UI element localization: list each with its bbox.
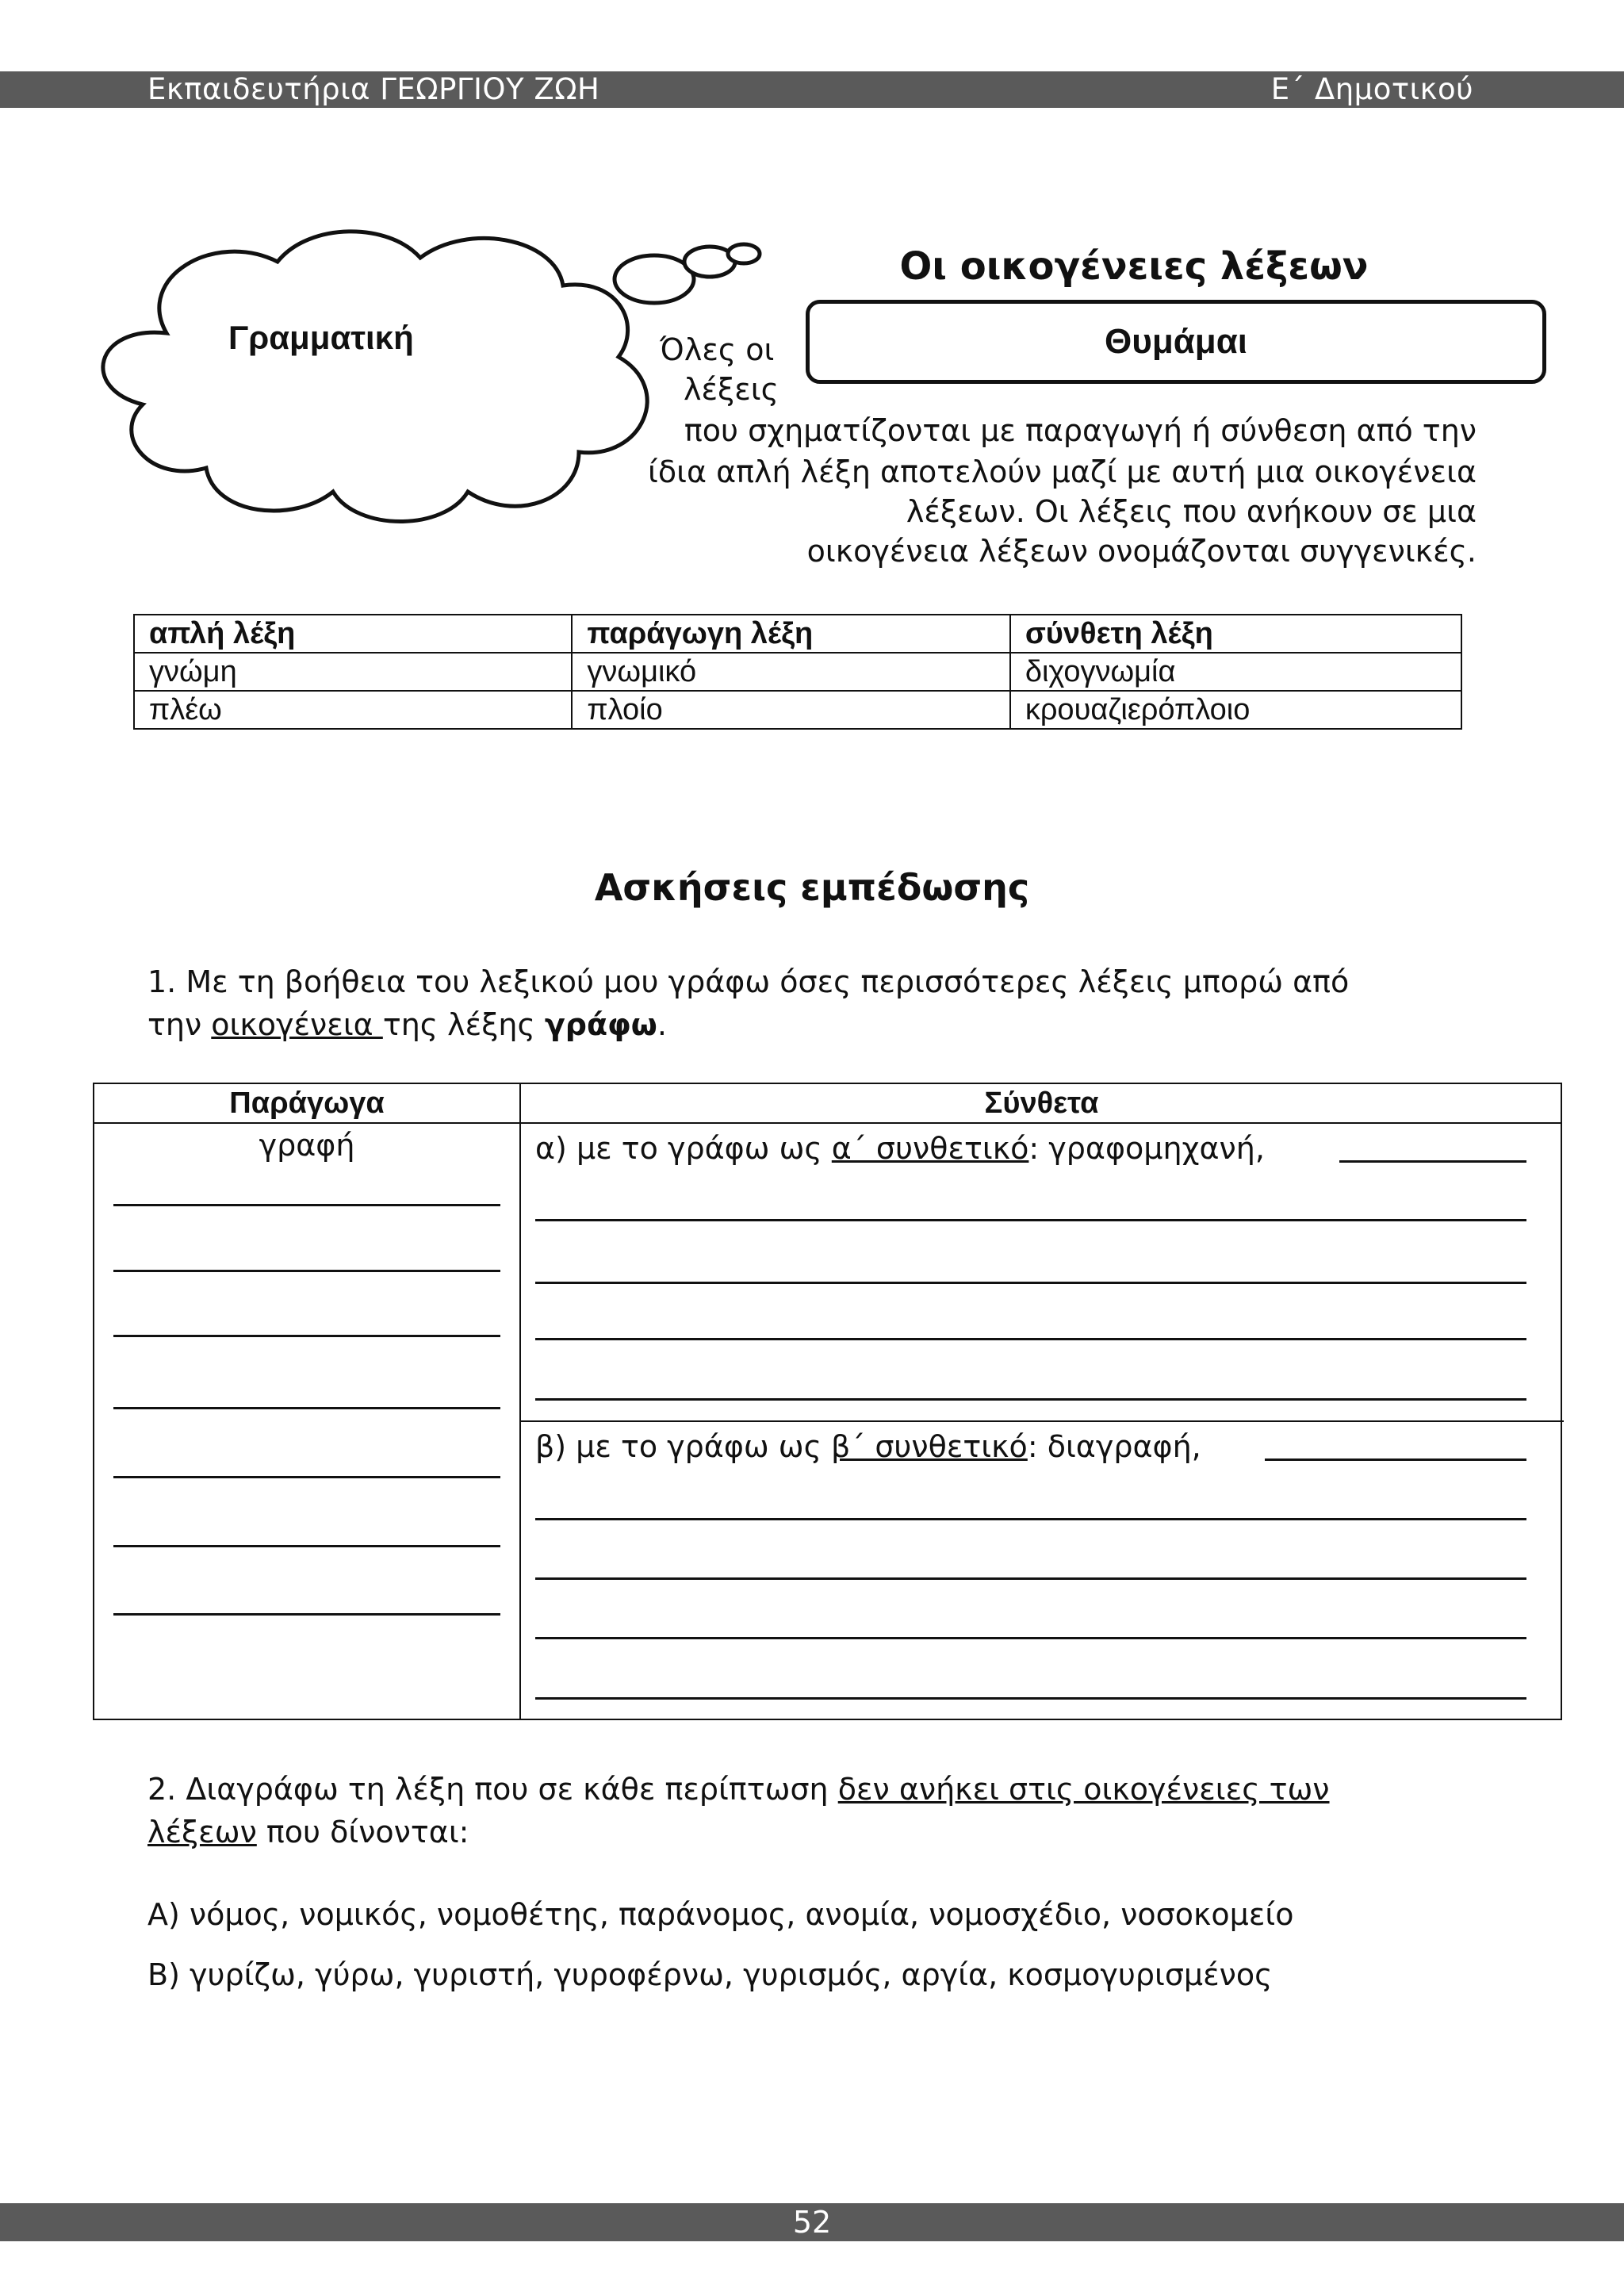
compound-b-text: : διαγραφή,	[1027, 1429, 1201, 1464]
table-cell: πλέω	[134, 691, 572, 729]
answer-blank[interactable]	[1339, 1160, 1526, 1163]
page-number: 52	[792, 2205, 832, 2240]
answer-blank[interactable]	[535, 1282, 1526, 1284]
ex2-item-a: Α) νόμος, νομικός, νομοθέτης, παράνομος, ανομία, νομοσχέδιο, νοσοκομείο	[147, 1897, 1294, 1932]
derived-example: γραφή	[259, 1128, 355, 1163]
table-cell: γνωμικό	[572, 653, 1009, 691]
cloud-label-grammar: Γραμματική	[228, 319, 414, 356]
table-cell: διχογνωμία	[1010, 653, 1461, 691]
table-cell: γνώμη	[134, 653, 572, 691]
answer-blank[interactable]	[113, 1204, 500, 1206]
rule-line-5: λέξεων. Οι λέξεις που ανήκουν σε μια	[906, 494, 1477, 529]
table-cell: πλοίο	[572, 691, 1009, 729]
table-header-cell: απλή λέξη	[134, 615, 572, 653]
table-header-row	[134, 615, 1461, 653]
ex1-text: της λέξης	[382, 1007, 545, 1042]
ex1-answer-table	[93, 1083, 1562, 1720]
ex1-text: την	[147, 1007, 212, 1042]
rule-line-4: ίδια απλή λέξη αποτελούν μαζί με αυτή μια οικογένεια	[648, 454, 1477, 489]
compound-a-line	[535, 1129, 1265, 1168]
table-row	[134, 691, 1461, 729]
table-header-cell: παράγωγη λέξη	[572, 615, 1009, 653]
ex2-text: 2. Διαγράφω τη λέξη που σε κάθε περίπτωση	[147, 1772, 838, 1807]
table-row	[134, 653, 1461, 691]
compound-b-underlined: β΄ συνθετικό	[831, 1429, 1028, 1464]
answer-blank[interactable]	[535, 1398, 1526, 1401]
answer-blank[interactable]	[113, 1476, 500, 1478]
answer-blank[interactable]	[535, 1577, 1526, 1580]
table-divider	[519, 1084, 521, 1719]
ex2-underlined-text: λέξεων	[147, 1815, 257, 1849]
page-footer	[0, 2203, 1624, 2241]
answer-blank[interactable]	[535, 1637, 1526, 1639]
answer-blank[interactable]	[113, 1407, 500, 1409]
table-header-cell: σύνθετη λέξη	[1010, 615, 1461, 653]
rule-line-2: λέξεις	[684, 372, 779, 407]
col-header-compound: Σύνθετα	[984, 1087, 1099, 1120]
ex1-instruction-line2	[147, 1002, 667, 1047]
compound-a-text: : γραφομηχανή,	[1028, 1131, 1265, 1166]
answer-blank[interactable]	[113, 1613, 500, 1616]
rule-line-1: Όλες οι	[660, 332, 775, 367]
answer-blank[interactable]	[113, 1545, 500, 1547]
compound-a-text: α) με το γράφω ως	[535, 1131, 832, 1166]
rule-line-6: οικογένεια λέξεων ονομάζονται συγγενικές.	[806, 534, 1477, 569]
remember-box	[806, 300, 1546, 384]
col-header-derived: Παράγωγα	[229, 1087, 385, 1120]
ex2-instruction-line2	[147, 1810, 469, 1854]
table-cell: κρουαζιερόπλοιο	[1010, 691, 1461, 729]
compound-b-line	[535, 1427, 1201, 1466]
table-divider	[519, 1420, 1564, 1422]
ex1-bold-word: γράφω	[544, 1007, 657, 1042]
ex2-instruction-line1	[147, 1767, 1330, 1811]
remember-label: Θυμάμαι	[1105, 322, 1247, 361]
lesson-title: Οι οικογένειες λέξεων	[899, 244, 1369, 289]
exercises-title: Ασκήσεις εμπέδωσης	[594, 866, 1030, 909]
header-grade: Ε΄ Δημοτικού	[1270, 72, 1473, 106]
ex1-text: .	[657, 1007, 667, 1042]
ex1-underlined-text: οικογένεια	[211, 1007, 383, 1042]
ex2-text: που δίνονται:	[256, 1815, 469, 1849]
word-family-table	[133, 614, 1462, 730]
answer-blank[interactable]	[535, 1219, 1526, 1221]
answer-blank[interactable]	[535, 1338, 1526, 1340]
answer-blank[interactable]	[113, 1335, 500, 1337]
header-school-name: Εκπαιδευτήρια ΓΕΩΡΓΙΟΥ ΖΩΗ	[147, 72, 600, 106]
answer-blank[interactable]	[535, 1697, 1526, 1700]
table-divider	[94, 1122, 1561, 1124]
answer-blank[interactable]	[535, 1518, 1526, 1520]
page-header	[0, 71, 1624, 108]
ex2-item-b: Β) γυρίζω, γύρω, γυριστή, γυροφέρνω, γυρισμός, αργία, κοσμογυρισμένος	[147, 1957, 1273, 1992]
ex2-underlined-text: δεν ανήκει στις οικογένειες των	[837, 1772, 1330, 1807]
compound-a-underlined: α΄ συνθετικό	[831, 1131, 1029, 1166]
ex1-instruction-line1: 1. Με τη βοήθεια του λεξικού μου γράφω όσες περισσότερες λέξεις μπορώ από	[147, 964, 1350, 999]
rule-line-3: που σχηματίζονται με παραγωγή ή σύνθεση από την	[684, 413, 1477, 448]
answer-blank[interactable]	[113, 1270, 500, 1272]
answer-blank[interactable]	[1265, 1458, 1526, 1461]
compound-b-text: β) με το γράφω ως	[535, 1429, 831, 1464]
